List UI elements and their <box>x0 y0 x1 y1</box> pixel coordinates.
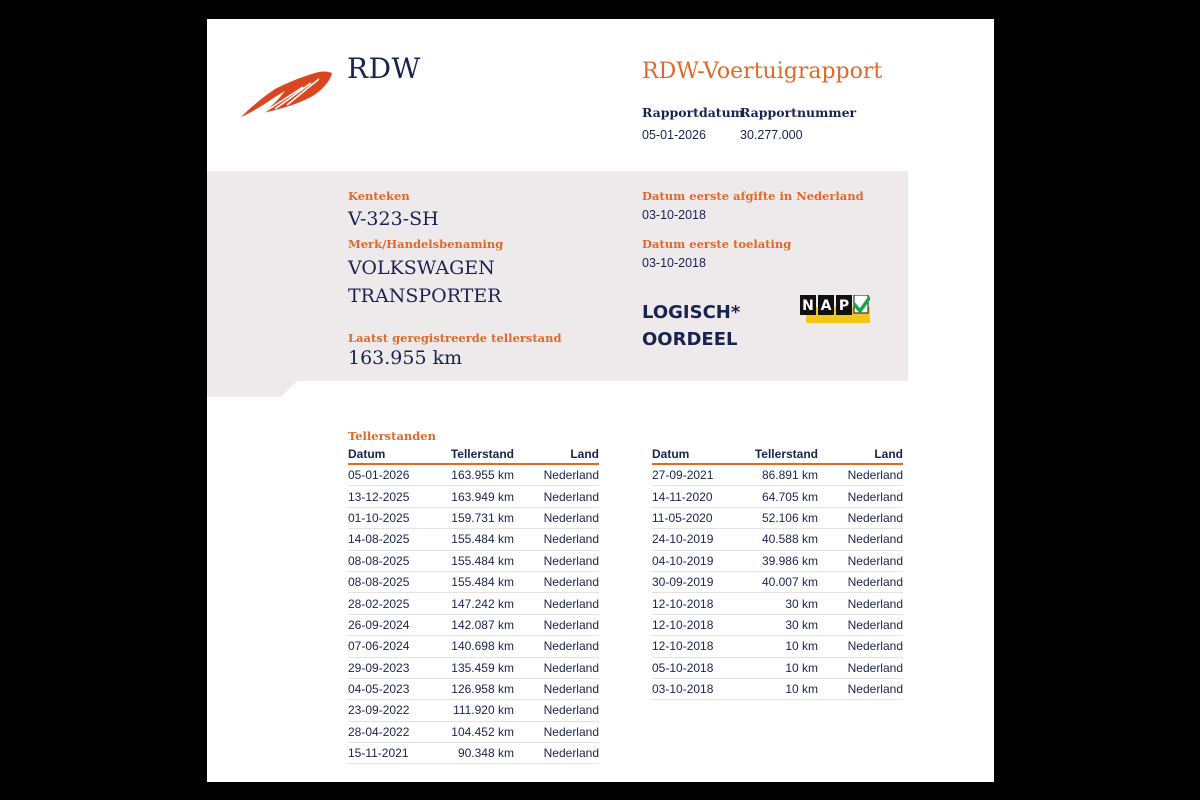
first-issue-value: 03-10-2018 <box>642 208 706 222</box>
cell-date: 12-10-2018 <box>652 593 732 614</box>
report-number <box>740 105 856 142</box>
cell-date: 23-09-2022 <box>348 700 428 721</box>
report-date-value: 05-01-2026 <box>642 128 706 142</box>
table-row <box>348 593 599 614</box>
cell-date: 05-10-2018 <box>652 657 732 678</box>
cell-date: 04-10-2019 <box>652 550 732 571</box>
first-admission-label: Datum eerste toelating <box>642 237 792 251</box>
cell-date: 08-08-2025 <box>348 550 428 571</box>
cell-date: 01-10-2025 <box>348 507 428 528</box>
cell-country: Nederland <box>818 636 903 657</box>
readings-table-right <box>652 445 903 700</box>
cell-country: Nederland <box>514 571 599 592</box>
cell-reading: 52.106 km <box>732 507 818 528</box>
cell-reading: 111.920 km <box>428 700 514 721</box>
cell-reading: 135.459 km <box>428 657 514 678</box>
verdict-line1: LOGISCH* <box>642 302 741 323</box>
table-row <box>348 721 599 742</box>
cell-reading: 30 km <box>732 614 818 635</box>
cell-reading: 142.087 km <box>428 614 514 635</box>
plate-label: Kenteken <box>348 189 410 203</box>
first-issue-label: Datum eerste afgifte in Nederland <box>642 189 864 203</box>
cell-date: 27-09-2021 <box>652 464 732 486</box>
col-header-reading: Tellerstand <box>732 445 818 464</box>
table-row <box>348 678 599 699</box>
col-header-reading: Tellerstand <box>428 445 514 464</box>
cell-reading: 40.588 km <box>732 529 818 550</box>
table-row <box>652 571 903 592</box>
readings-body-right <box>652 464 903 700</box>
cell-date: 15-11-2021 <box>348 743 428 764</box>
make-label: Merk/Handelsbenaming <box>348 237 504 251</box>
cell-date: 14-08-2025 <box>348 529 428 550</box>
cell-reading: 10 km <box>732 678 818 699</box>
report-date-label: Rapportdatum <box>642 105 744 120</box>
report-title: RDW-Voertuigrapport <box>642 59 883 84</box>
cell-reading: 30 km <box>732 593 818 614</box>
cell-date: 29-09-2023 <box>348 657 428 678</box>
cell-country: Nederland <box>514 464 599 486</box>
cell-reading: 10 km <box>732 636 818 657</box>
cell-date: 11-05-2020 <box>652 507 732 528</box>
cell-reading: 155.484 km <box>428 529 514 550</box>
cell-date: 08-08-2025 <box>348 571 428 592</box>
cell-country: Nederland <box>514 657 599 678</box>
cell-country: Nederland <box>514 636 599 657</box>
table-row <box>652 550 903 571</box>
table-row <box>348 614 599 635</box>
rdw-logo-icon <box>241 69 333 119</box>
make-value-line1: VOLKSWAGEN <box>348 257 495 279</box>
nap-letter-a: A <box>820 298 832 314</box>
cell-reading: 86.891 km <box>732 464 818 486</box>
table-row <box>348 486 599 507</box>
cell-reading: 10 km <box>732 657 818 678</box>
col-header-date: Datum <box>348 445 428 464</box>
nap-letter-n: N <box>802 298 814 314</box>
cell-country: Nederland <box>818 593 903 614</box>
table-row <box>348 571 599 592</box>
cell-date: 07-06-2024 <box>348 636 428 657</box>
cell-date: 24-10-2019 <box>652 529 732 550</box>
cell-reading: 155.484 km <box>428 550 514 571</box>
col-header-date: Datum <box>652 445 732 464</box>
table-row <box>348 529 599 550</box>
table-row <box>348 743 599 764</box>
odometer-value: 163.955 km <box>348 347 463 369</box>
cell-reading: 39.986 km <box>732 550 818 571</box>
verdict-line2: OORDEEL <box>642 329 738 350</box>
cell-country: Nederland <box>514 743 599 764</box>
plate-value: V-323-SH <box>348 208 439 230</box>
cell-reading: 126.958 km <box>428 678 514 699</box>
cell-country: Nederland <box>514 678 599 699</box>
cell-country: Nederland <box>818 550 903 571</box>
table-row <box>652 464 903 486</box>
cell-date: 04-05-2023 <box>348 678 428 699</box>
cell-date: 12-10-2018 <box>652 636 732 657</box>
table-header-row <box>652 445 903 464</box>
cell-reading: 140.698 km <box>428 636 514 657</box>
cell-date: 30-09-2019 <box>652 571 732 592</box>
cell-country: Nederland <box>818 486 903 507</box>
brand-name: RDW <box>347 52 421 85</box>
readings-body-left <box>348 464 599 764</box>
nap-badge-icon <box>798 295 870 323</box>
cell-reading: 147.242 km <box>428 593 514 614</box>
cell-reading: 104.452 km <box>428 721 514 742</box>
cell-reading: 40.007 km <box>732 571 818 592</box>
vehicle-summary-panel <box>207 171 908 381</box>
table-row <box>652 507 903 528</box>
cell-date: 28-04-2022 <box>348 721 428 742</box>
table-row <box>652 614 903 635</box>
cell-country: Nederland <box>818 678 903 699</box>
cell-date: 13-12-2025 <box>348 486 428 507</box>
report-number-value: 30.277.000 <box>740 128 803 142</box>
readings-table-left <box>348 445 599 764</box>
cell-date: 14-11-2020 <box>652 486 732 507</box>
report-date <box>642 105 744 142</box>
table-row <box>652 657 903 678</box>
cell-country: Nederland <box>514 507 599 528</box>
panel-tab-decoration <box>207 381 297 397</box>
cell-country: Nederland <box>514 593 599 614</box>
cell-reading: 90.348 km <box>428 743 514 764</box>
cell-country: Nederland <box>514 486 599 507</box>
odometer-verdict <box>642 299 740 353</box>
table-row <box>348 657 599 678</box>
readings-title: Tellerstanden <box>348 429 436 443</box>
col-header-country: Land <box>514 445 599 464</box>
report-page <box>207 19 994 782</box>
table-row <box>348 636 599 657</box>
cell-date: 28-02-2025 <box>348 593 428 614</box>
odometer-label: Laatst geregistreerde tellerstand <box>348 331 562 345</box>
col-header-country: Land <box>818 445 903 464</box>
table-row <box>652 486 903 507</box>
table-row <box>652 678 903 699</box>
cell-country: Nederland <box>514 614 599 635</box>
table-header-row <box>348 445 599 464</box>
first-admission-value: 03-10-2018 <box>642 256 706 270</box>
make-value-line2: TRANSPORTER <box>348 285 502 307</box>
cell-country: Nederland <box>514 529 599 550</box>
cell-reading: 163.955 km <box>428 464 514 486</box>
cell-reading: 163.949 km <box>428 486 514 507</box>
cell-country: Nederland <box>818 529 903 550</box>
cell-date: 26-09-2024 <box>348 614 428 635</box>
table-row <box>348 550 599 571</box>
cell-country: Nederland <box>514 550 599 571</box>
cell-date: 03-10-2018 <box>652 678 732 699</box>
cell-reading: 64.705 km <box>732 486 818 507</box>
cell-country: Nederland <box>818 507 903 528</box>
cell-country: Nederland <box>514 700 599 721</box>
cell-reading: 155.484 km <box>428 571 514 592</box>
cell-country: Nederland <box>818 657 903 678</box>
table-row <box>348 700 599 721</box>
cell-country: Nederland <box>514 721 599 742</box>
table-row <box>348 464 599 486</box>
cell-country: Nederland <box>818 614 903 635</box>
table-row <box>652 529 903 550</box>
nap-letter-p: P <box>838 298 850 314</box>
table-row <box>652 593 903 614</box>
cell-country: Nederland <box>818 464 903 486</box>
cell-country: Nederland <box>818 571 903 592</box>
table-row <box>348 507 599 528</box>
cell-date: 12-10-2018 <box>652 614 732 635</box>
cell-date: 05-01-2026 <box>348 464 428 486</box>
report-number-label: Rapportnummer <box>740 105 857 120</box>
cell-reading: 159.731 km <box>428 507 514 528</box>
table-row <box>652 636 903 657</box>
